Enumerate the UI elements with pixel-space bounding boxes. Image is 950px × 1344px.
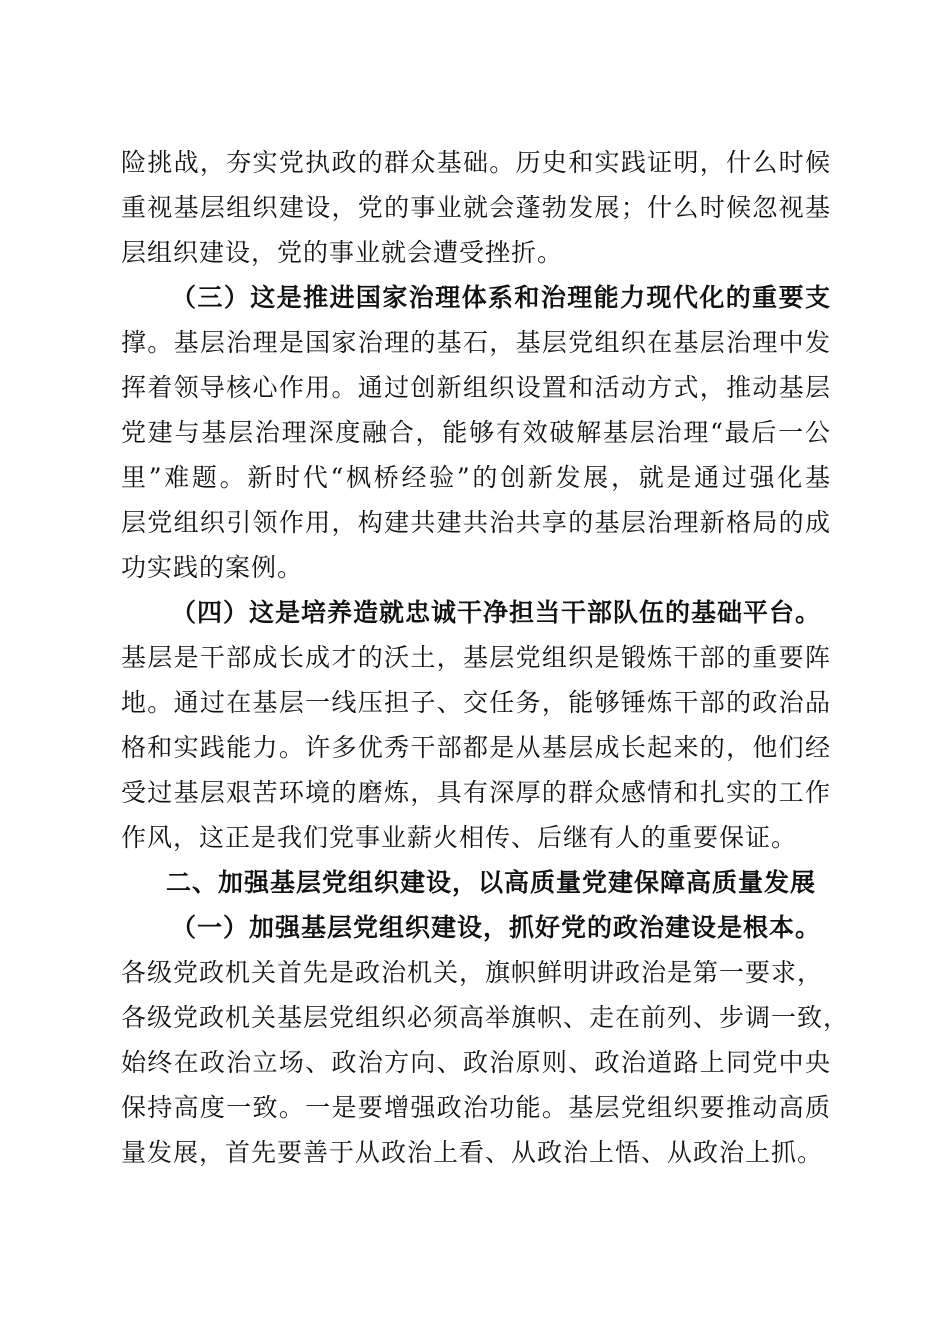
- text-line-8: 里”难题。新时代“枫桥经验”的创新发展，就是通过强化基: [121, 463, 831, 492]
- text-line-23: 量发展，首先要善于从政治上看、从政治上悟、从政治上抓。: [121, 1138, 824, 1167]
- text-line-3: 层组织建设，党的事业就会遭受挫折。: [121, 238, 564, 267]
- text-line-22: 保持高度一致。一是要增强政治功能。基层党组织要推动高质: [121, 1093, 831, 1122]
- text-line-12: 基层是干部成长成才的沃土，基层党组织是锻炼干部的重要阵: [121, 643, 831, 672]
- text-line-20: 各级党政机关基层党组织必须高举旗帜、走在前列、步调一致，: [121, 1003, 850, 1032]
- section-heading-4: （四）这是培养造就忠诚干净担当干部队伍的基础平台。: [171, 598, 822, 627]
- text-line-16: 作风，这正是我们党事业薪火相传、后继有人的重要保证。: [121, 823, 798, 852]
- text-line-5: 撑。基层治理是国家治理的基石，基层党组织在基层治理中发: [121, 328, 831, 357]
- text-line-21: 始终在政治立场、政治方向、政治原则、政治道路上同党中央: [121, 1048, 831, 1077]
- text-line-1: 险挑战，夯实党执政的群众基础。历史和实践证明，什么时候: [121, 148, 831, 177]
- text-line-15: 受过基层艰苦环境的磨炼，具有深厚的群众感情和扎实的工作: [121, 778, 831, 807]
- text-line-7: 党建与基层治理深度融合，能够有效破解基层治理“最后一公: [121, 418, 831, 447]
- section-heading-3: （三）这是推进国家治理体系和治理能力现代化的重要支: [171, 283, 831, 312]
- text-line-6: 挥着领导核心作用。通过创新组织设置和活动方式，推动基层: [121, 373, 831, 402]
- text-line-13: 地。通过在基层一线压担子、交任务，能够锤炼干部的政治品: [121, 688, 831, 717]
- text-line-2: 重视基层组织建设，党的事业就会蓬勃发展；什么时候忽视基: [121, 193, 831, 222]
- text-line-14: 格和实践能力。许多优秀干部都是从基层成长起来的，他们经: [121, 733, 831, 762]
- section-heading-1: （一）加强基层党组织建设，抓好党的政治建设是根本。: [171, 913, 822, 942]
- text-line-10: 功实践的案例。: [121, 553, 304, 582]
- text-line-19: 各级党政机关首先是政治机关，旗帜鲜明讲政治是第一要求，: [121, 958, 824, 987]
- text-line-9: 层党组织引领作用，构建共建共治共享的基层治理新格局的成: [121, 508, 831, 537]
- chapter-heading-2: 二、加强基层党组织建设，以高质量党建保障高质量发展: [166, 868, 817, 897]
